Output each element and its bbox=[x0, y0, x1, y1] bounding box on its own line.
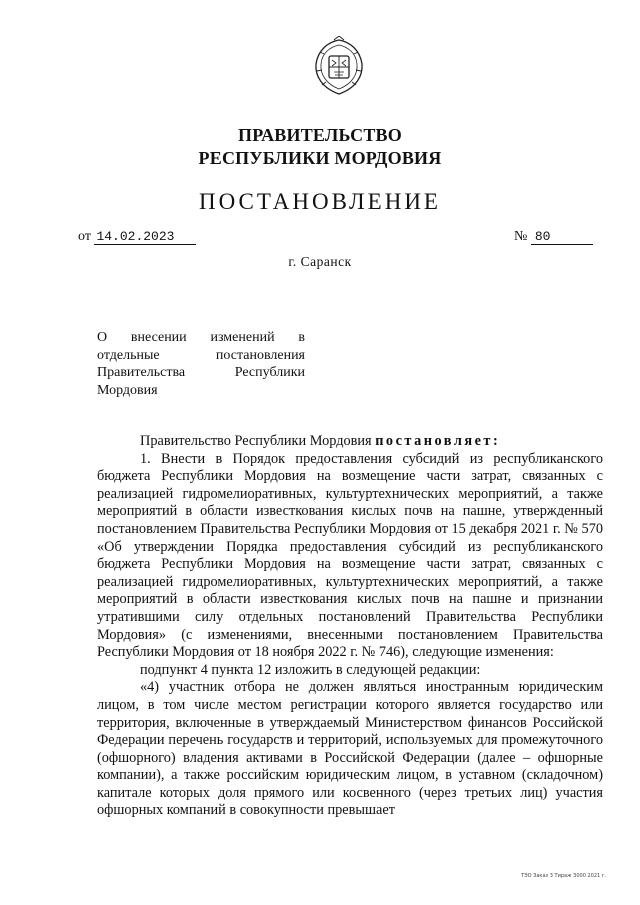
decree-date bbox=[78, 229, 196, 245]
subject-line: О внесении изменений в bbox=[97, 330, 305, 345]
date-value: 14.02.2023 bbox=[94, 229, 196, 245]
decree-body bbox=[97, 433, 603, 820]
body-paragraph: 1. Внести в Порядок предоставления субсидий из республиканского бюджета Республики Мордовия на возмещение части затрат, связанных с реализацией гидромелиоративных, культуртехнических мероприятий, а также мероприятий в области известкования кислых почв на пашне, утвержденный постановлением Правительства Республики Мордовия от 15 декабря 2021 г. № 570 «Об утверждении Порядка предоставления субсидий из республиканского бюджета Республики Мордовия на возмещение части затрат, связанных с реализацией гидромелиоративных, культуртехнических мероприятий, а также мероприятий в области известкования кислых почв на пашне и признании утратившими силу отдельных постановлений Правительства Республики Мордовия» (с изменениями, внесенными постановлением Правительства Республики Мордовия от 18 ноября 2022 г. № 746), следующие изменения: bbox=[97, 450, 603, 661]
body-paragraph: подпункт 4 пункта 12 изложить в следующей редакции: bbox=[140, 661, 481, 678]
coat-of-arms-icon bbox=[310, 36, 368, 98]
decree-number bbox=[514, 229, 593, 245]
subject-line: отдельные постановления bbox=[97, 347, 305, 363]
government-title bbox=[0, 124, 640, 170]
subject-line: Правительства Республики bbox=[97, 365, 305, 380]
city-name: г. Саранск bbox=[288, 254, 352, 269]
intro-text: Правительство Республики Мордовия bbox=[140, 433, 372, 449]
document-type-title: ПОСТАНОВЛЕНИЕ bbox=[199, 189, 441, 214]
body-intro bbox=[97, 433, 603, 451]
decree-subject bbox=[97, 329, 305, 399]
government-title-line1: ПРАВИТЕЛЬСТВО bbox=[238, 125, 402, 145]
date-prefix: от bbox=[78, 229, 91, 244]
body-paragraph: «4) участник отбора не должен являться иностранным юридическим лицом, в том числе местом регистрации которого является государство или территория, включенные в утверждаемый Министерством финансов Российской Федерации перечень государств и территорий, используемых для промежуточного (офшорного) владения активами в Российской Федерации (далее – офшорные компании), а также российским юридическим лицом, в уставном (складочном) капитале которых доля прямого или косвенного (через третьих лиц) участия офшорных компаний в совокупности превышает bbox=[97, 679, 603, 819]
number-value: 80 bbox=[531, 229, 593, 245]
number-prefix: № bbox=[514, 229, 528, 244]
print-code: ТЭО Заказ 3 Тираж 3000 2021 г. bbox=[521, 873, 606, 879]
government-title-line2: РЕСПУБЛИКИ МОРДОВИЯ bbox=[198, 148, 442, 168]
subject-line: Мордовия bbox=[97, 382, 158, 398]
intro-verb: постановляет: bbox=[375, 433, 501, 449]
